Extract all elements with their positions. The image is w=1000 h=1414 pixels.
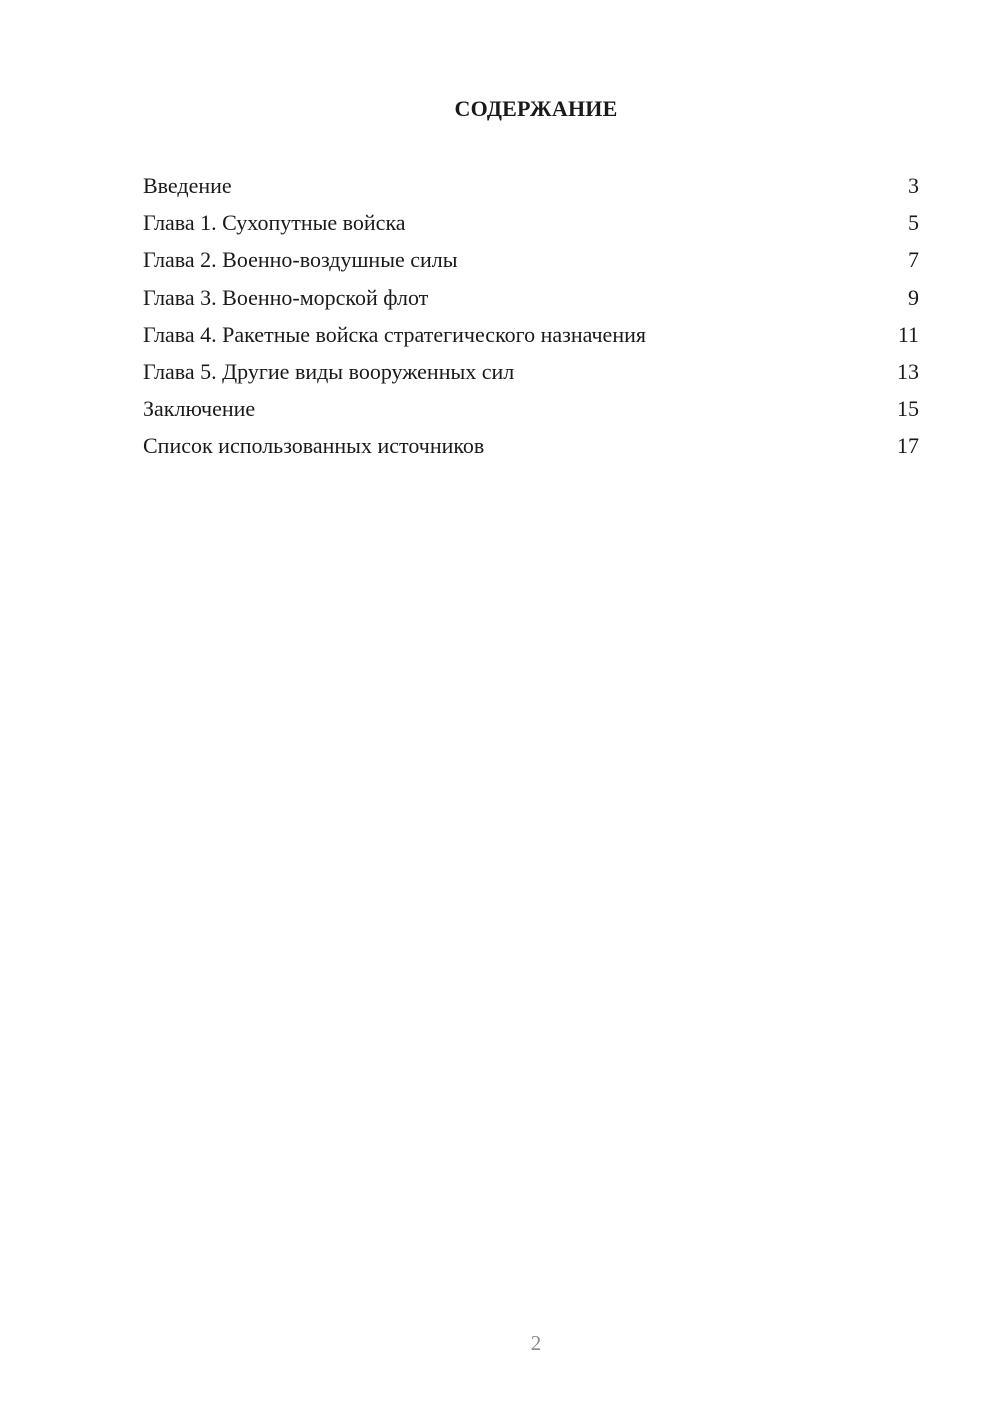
toc-entry-label: Список использованных источников xyxy=(143,433,485,459)
toc-entry-label: Глава 3. Военно-морской флот xyxy=(143,284,429,310)
toc-entry-label: Глава 5. Другие виды вооруженных сил xyxy=(143,358,515,384)
toc-entry-label: Глава 4. Ракетные войска стратегического назначения xyxy=(143,321,646,347)
toc-entry-label: Введение xyxy=(143,173,232,198)
toc-entry-page: 13 xyxy=(897,358,919,384)
toc-entry-page: 17 xyxy=(897,433,919,459)
toc-entry-label: Заключение xyxy=(143,396,256,422)
toc-entry-page: 11 xyxy=(897,321,919,347)
toc-entry-label: Глава 1. Сухопутные войска xyxy=(143,210,406,236)
toc-entry-page: 9 xyxy=(908,284,919,310)
toc-entry xyxy=(143,241,919,278)
toc-entry-page: 7 xyxy=(908,247,919,273)
toc-entry xyxy=(143,167,919,204)
toc-entry xyxy=(143,353,919,390)
table-of-contents xyxy=(143,167,919,465)
page-number: 2 xyxy=(530,1331,542,1355)
toc-entry xyxy=(143,390,919,427)
toc-entry-page: 5 xyxy=(908,210,919,236)
toc-entry xyxy=(143,204,919,241)
toc-entry-page: 15 xyxy=(897,396,919,422)
toc-entry xyxy=(143,279,919,316)
toc-entry xyxy=(143,316,919,353)
toc-entry xyxy=(143,427,919,464)
toc-entry-page: 3 xyxy=(908,173,919,198)
toc-title: СОДЕРЖАНИЕ xyxy=(454,96,618,121)
toc-entry-label: Глава 2. Военно-воздушные силы xyxy=(143,247,458,273)
